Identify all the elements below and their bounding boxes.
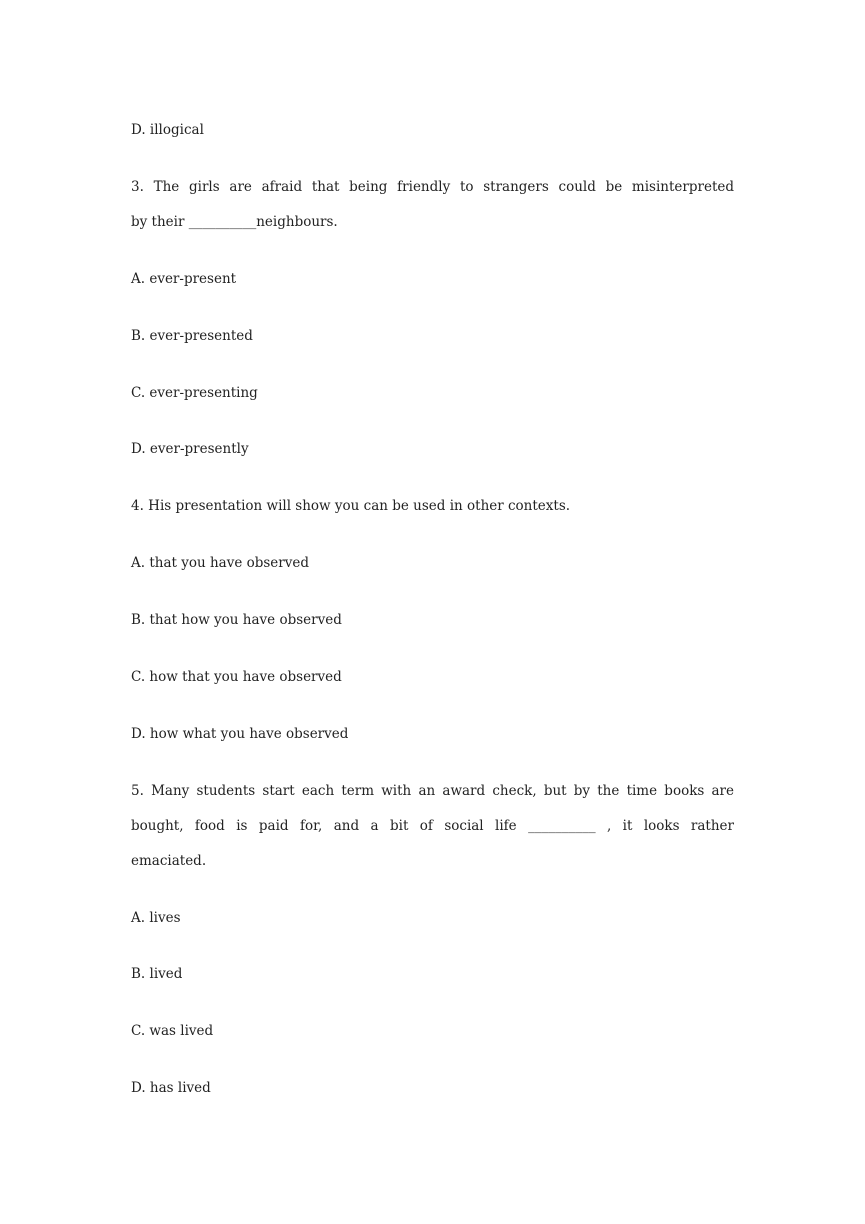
q5-option-a: A. lives [131,910,181,926]
q4-stem: 4. His presentation will show you can be used in other contexts. [131,498,571,514]
q5-option-d: D. has lived [131,1080,211,1096]
document-page [131,0,734,1224]
q4-option-c: C. how that you have observed [131,669,342,685]
q4-option-d: D. how what you have observed [131,726,349,742]
q3-option-b: B. ever-presented [131,328,253,344]
q5-stem-line-1: 5. Many students start each term with an award check, but by the time books are [131,783,734,799]
q5-option-c: C. was lived [131,1023,214,1039]
q3-option-c: C. ever-presenting [131,385,258,401]
q5-stem-line-2: bought, food is paid for, and a bit of social life __________ , it looks rather [131,818,734,834]
q3-stem-line-2: by their __________neighbours. [131,214,338,230]
q3-stem-line-1: 3. The girls are afraid that being friendly to strangers could be misinterpreted [131,179,734,195]
q3-option-a: A. ever-present [131,271,237,287]
q5-stem-line-3: emaciated. [131,853,207,869]
q3-option-d: D. ever-presently [131,441,249,457]
q5-option-b: B. lived [131,966,183,982]
q4-option-a: A. that you have observed [131,555,310,571]
q2-option-d: D. illogical [131,122,204,138]
q4-option-b: B. that how you have observed [131,612,342,628]
